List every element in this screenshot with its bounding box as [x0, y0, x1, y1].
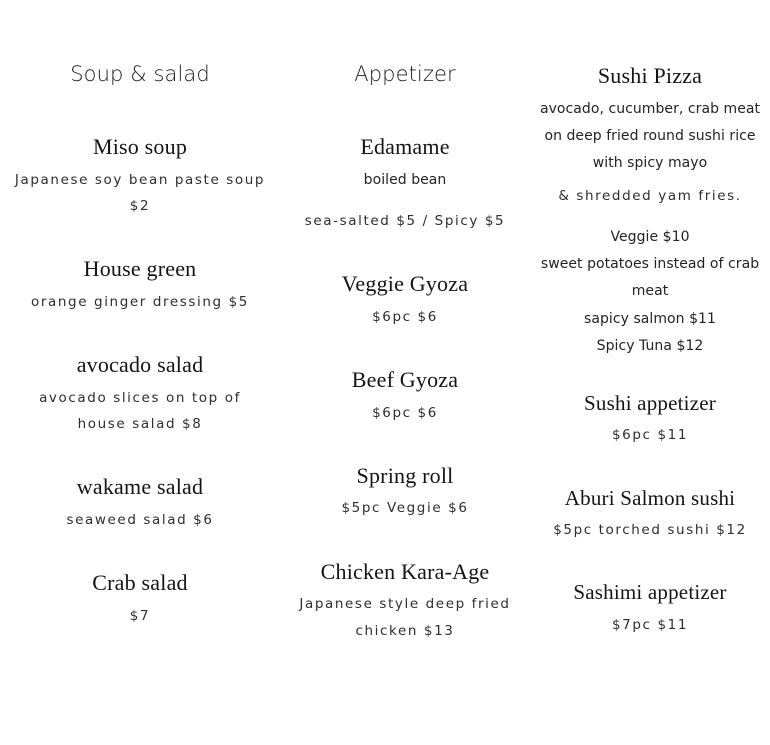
- dish-name: Veggie Gyoza: [341, 271, 469, 297]
- dish-description: $6pc $6: [372, 308, 438, 325]
- menu-item-sashimi-appetizer: [532, 579, 768, 638]
- dish-description: sea-salted $5 / Spicy $5: [304, 212, 506, 229]
- menu-item-veggie-gyoza: [286, 270, 524, 330]
- menu-item-wakame-salad: [12, 473, 268, 533]
- spacer: [12, 315, 268, 351]
- menu-item-aburi-salmon-sushi: [532, 485, 768, 544]
- dish-name: Miso soup: [92, 134, 188, 160]
- spacer: [286, 330, 524, 366]
- spacer: [532, 210, 768, 224]
- dish-description: seaweed salad $6: [66, 511, 214, 528]
- spacer: [12, 437, 268, 473]
- dish-name: Sushi appetizer: [584, 391, 716, 416]
- menu-column-sushi-pizza: [530, 62, 770, 638]
- menu-item-miso-soup: [12, 133, 268, 219]
- spacer: [532, 360, 768, 390]
- dish-description: & shredded yam fries.: [558, 188, 742, 205]
- dish-description: $6pc $11: [611, 427, 689, 444]
- dish-option: sapicy salmon $11: [584, 310, 716, 327]
- dish-name: Spring roll: [356, 462, 454, 488]
- menu-column-appetizer: [280, 62, 530, 644]
- menu-item-sushi-pizza: [532, 62, 768, 360]
- spacer: [12, 533, 268, 569]
- spacer: [532, 449, 768, 485]
- spacer: [286, 522, 524, 558]
- dish-description: avocado slices on top of house salad $8: [39, 389, 241, 432]
- dish-description: $7: [129, 607, 151, 624]
- dish-name: avocado salad: [76, 352, 204, 378]
- section-heading-appetizer: Appetizer: [354, 62, 456, 86]
- dish-description: $6pc $6: [372, 404, 438, 421]
- dish-option: Veggie $10: [610, 228, 690, 245]
- section-heading-sushi-pizza: Sushi Pizza: [597, 63, 703, 88]
- dish-name: Beef Gyoza: [351, 367, 459, 393]
- menu-item-edamame: [286, 133, 524, 234]
- section-heading-soup-salad: Soup & salad: [70, 62, 210, 86]
- dish-option: Spicy Tuna $12: [596, 337, 704, 354]
- spacer: [532, 543, 768, 579]
- spacer: [12, 87, 268, 133]
- dish-description-secondary: boiled bean: [363, 171, 447, 188]
- spacer: [12, 219, 268, 255]
- dish-name: Sashimi appetizer: [573, 580, 727, 605]
- spacer: [286, 194, 524, 208]
- dish-name: wakame salad: [76, 474, 204, 500]
- spacer: [286, 234, 524, 270]
- menu-item-beef-gyoza: [286, 366, 524, 426]
- dish-description: $5pc Veggie $6: [341, 500, 469, 517]
- dish-name: House green: [83, 256, 197, 282]
- menu-column-soup-salad: [0, 62, 280, 629]
- menu-item-chicken-kara-age: [286, 558, 524, 644]
- dish-name: Chicken Kara-Age: [320, 558, 490, 584]
- dish-name: Aburi Salmon sushi: [564, 485, 736, 510]
- dish-description: orange ginger dressing $5: [31, 293, 249, 310]
- menu-item-sushi-appetizer: [532, 390, 768, 449]
- dish-description: Japanese soy bean paste soup $2: [14, 171, 266, 214]
- dish-name: Crab salad: [92, 570, 188, 596]
- menu-item-avocado-salad: [12, 351, 268, 437]
- dish-option: sweet potatoes instead of crab meat: [540, 256, 760, 300]
- menu-item-crab-salad: [12, 569, 268, 629]
- menu-item-house-green: [12, 255, 268, 315]
- dish-description-secondary: avocado, cucumber, crab meat on deep fried round sushi rice with spicy mayo: [539, 100, 761, 172]
- dish-description: Japanese style deep fried chicken $13: [299, 596, 511, 639]
- spacer: [286, 426, 524, 462]
- menu-item-spring-roll: [286, 462, 524, 522]
- spacer: [286, 87, 524, 133]
- dish-name: Edamame: [360, 134, 450, 160]
- dish-description: $5pc torched sushi $12: [553, 522, 747, 538]
- dish-description: $7pc $11: [611, 616, 689, 633]
